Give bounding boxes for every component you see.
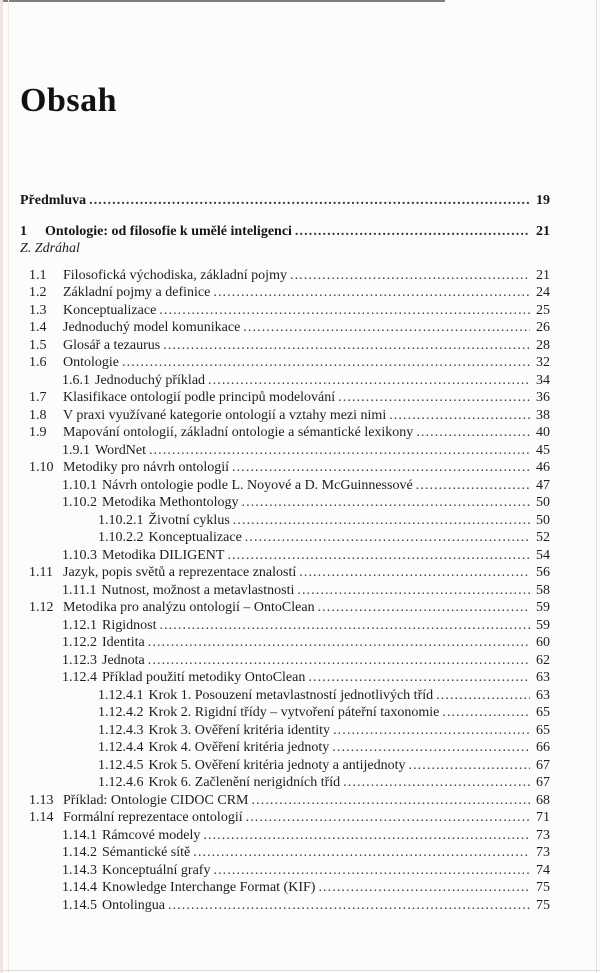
entry-title: Krok 6. Začlenění nerigidních tříd	[148, 775, 341, 790]
dotted-leader	[442, 704, 530, 722]
dotted-leader	[227, 547, 530, 565]
toc-entry	[20, 844, 550, 862]
entry-number: 1.12.4.4	[98, 740, 144, 755]
toc-entry	[20, 267, 550, 285]
dotted-leader	[89, 192, 530, 210]
toc-entry	[20, 704, 550, 722]
dotted-leader	[416, 424, 530, 442]
toc-entry	[20, 582, 550, 600]
dotted-leader	[159, 617, 530, 635]
dotted-leader	[232, 459, 530, 477]
toc-entry	[20, 547, 550, 565]
entry-title: Ontologie	[63, 355, 119, 370]
toc-entry	[20, 459, 550, 477]
entry-title: Rigidnost	[102, 617, 157, 633]
entry-number: 1.7	[29, 390, 47, 405]
chapter-title: Ontologie: od filosofie k umělé inteligenci	[45, 223, 292, 239]
entry-title: Konceptualizace	[63, 302, 157, 318]
page-number: 75	[536, 880, 550, 895]
dotted-leader	[299, 564, 530, 582]
toc-chapter-row	[20, 223, 550, 241]
page-number: 67	[536, 775, 550, 790]
dotted-leader	[308, 669, 530, 687]
dotted-leader	[203, 827, 530, 845]
entry-number: 1.12.4.6	[98, 775, 144, 790]
dotted-leader	[318, 599, 530, 617]
entry-number: 1.14	[29, 810, 54, 825]
entry-title: Konceptuální grafy	[102, 862, 211, 878]
entry-number: 1.5	[29, 337, 47, 353]
toc-entry	[20, 319, 550, 337]
dotted-leader	[208, 372, 530, 390]
dotted-leader	[159, 302, 530, 320]
entry-title: Rámcové modely	[102, 827, 201, 843]
page-number: 59	[536, 600, 550, 615]
dotted-leader	[245, 529, 530, 547]
page-number: 46	[536, 460, 550, 475]
page-number: 26	[536, 320, 550, 335]
page-number: 60	[536, 635, 550, 650]
entry-title: Krok 4. Ověření kritéria jednoty	[148, 740, 330, 755]
entry-title: Konceptualizace	[148, 530, 242, 545]
toc-entry	[20, 599, 550, 617]
page-number: 45	[536, 442, 550, 458]
dotted-leader	[246, 809, 530, 827]
page-number: 58	[536, 582, 550, 598]
toc-entry	[20, 897, 550, 915]
toc-entry	[20, 372, 550, 390]
dotted-leader	[389, 407, 530, 425]
toc-entries	[20, 267, 550, 915]
page-number: 56	[536, 565, 550, 580]
entry-number: 1.12.3	[62, 652, 97, 668]
entry-number: 1.11	[29, 565, 53, 580]
entry-number: 1.10.1	[62, 477, 97, 493]
dotted-leader	[290, 267, 530, 285]
page-number: 73	[536, 845, 550, 860]
page-title: Obsah	[20, 82, 117, 119]
entry-title: Příklad použití metodiky OntoClean	[102, 670, 306, 685]
entry-number: 1.6.1	[62, 372, 90, 388]
page-number: 73	[536, 827, 550, 843]
entry-number: 1.14.4	[62, 880, 97, 895]
toc-entry	[20, 284, 550, 302]
entry-title: Klasifikace ontologií podle principů modelování	[63, 390, 336, 405]
entry-number: 1.12.4	[62, 670, 97, 685]
toc-entry	[20, 669, 550, 687]
toc-entry	[20, 512, 550, 530]
dotted-leader	[233, 512, 530, 530]
dotted-leader	[252, 792, 530, 810]
entry-number: 1.14.5	[62, 897, 97, 913]
dotted-leader	[242, 494, 531, 512]
entry-title: WordNet	[95, 442, 146, 458]
entry-title: Jednoduchý model komunikace	[63, 320, 241, 335]
entry-number: 1.14.1	[62, 827, 97, 843]
entry-title: Krok 1. Posouzení metavlastností jednotlivých tříd	[148, 687, 434, 703]
page-number: 19	[536, 193, 550, 208]
entry-title: Základní pojmy a definice	[63, 285, 211, 300]
toc-entry	[20, 792, 550, 810]
page-number: 47	[536, 477, 550, 493]
entry-number: 1.10.2.2	[98, 530, 144, 545]
dotted-leader	[297, 582, 530, 600]
scan-edge-bottom	[0, 970, 600, 971]
scan-edge-top	[0, 0, 445, 2]
toc-entry	[20, 809, 550, 827]
toc-entry	[20, 354, 550, 372]
entry-number: 1.12.4.1	[98, 687, 144, 703]
page-number: 21	[536, 223, 550, 239]
page-number: 66	[536, 740, 550, 755]
dotted-leader	[122, 354, 530, 372]
toc-entry	[20, 564, 550, 582]
page-number: 32	[536, 355, 550, 370]
page-number: 40	[536, 425, 550, 440]
entry-title: Návrh ontologie podle L. Noyové a D. McGuinnessové	[102, 477, 413, 493]
dotted-leader	[213, 284, 530, 302]
entry-title: Jednota	[102, 652, 145, 668]
dotted-leader	[163, 337, 530, 355]
entry-title: Mapování ontologií, základní ontologie a sémantické lexikony	[63, 425, 414, 440]
entry-title: Krok 5. Ověření kritéria jednoty a antijednoty	[148, 757, 406, 773]
entry-number: 1.12.1	[62, 617, 97, 633]
page-number: 75	[536, 897, 550, 913]
page-number: 21	[536, 267, 550, 283]
page-number: 50	[536, 512, 550, 528]
entry-title: Glosář a tezaurus	[63, 337, 161, 353]
entry-number: 1.9.1	[62, 442, 90, 458]
dotted-leader	[213, 862, 530, 880]
entry-title: Jednoduchý příklad	[95, 372, 206, 388]
page-number: 62	[536, 652, 550, 668]
entry-title: Příklad: Ontologie CIDOC CRM	[63, 792, 249, 808]
entry-number: 1.12.4.2	[98, 705, 144, 720]
entry-number: 1.1	[29, 267, 47, 283]
entry-title: Identita	[102, 635, 145, 650]
entry-title: V praxi využívané kategorie ontologií a vztahy mezi nimi	[63, 407, 387, 423]
entry-number: 1.3	[29, 302, 47, 318]
entry-number: 1.2	[29, 285, 47, 300]
toc-entry	[20, 687, 550, 705]
toc-entry	[20, 302, 550, 320]
toc-entry	[20, 722, 550, 740]
toc-entry	[20, 477, 550, 495]
toc-entry	[20, 617, 550, 635]
toc-entry	[20, 494, 550, 512]
page-number: 68	[536, 792, 550, 808]
entry-title: Životní cyklus	[148, 512, 230, 528]
entry-number: 1.8	[29, 407, 47, 423]
entry-title: Knowledge Interchange Format (KIF)	[102, 880, 316, 895]
toc-entry	[20, 424, 550, 442]
toc-entry	[20, 862, 550, 880]
entry-number: 1.4	[29, 320, 47, 335]
toc-entry	[20, 634, 550, 652]
entry-number: 1.10.2.1	[98, 512, 144, 528]
toc-entry	[20, 652, 550, 670]
entry-title: Ontolingua	[102, 897, 165, 913]
scan-edge-left	[0, 0, 3, 973]
page-number: 74	[536, 862, 550, 878]
entry-number: 1.12	[29, 600, 54, 615]
page-number: 59	[536, 617, 550, 633]
entry-number: 1.14.2	[62, 845, 97, 860]
toc-entry	[20, 337, 550, 355]
entry-number: 1.12.2	[62, 635, 97, 650]
dotted-leader	[343, 774, 530, 792]
page-number: 28	[536, 337, 550, 353]
entry-number: 1.10.3	[62, 547, 97, 563]
entry-number: 1.12.4.3	[98, 722, 144, 738]
page-number: 67	[536, 757, 550, 773]
entry-title: Metodika DILIGENT	[102, 547, 225, 563]
entry-title: Metodika pro analýzu ontologií – OntoClean	[63, 600, 315, 615]
entry-number: 1.10	[29, 460, 54, 475]
dotted-leader	[416, 477, 530, 495]
entry-number: 1.13	[29, 792, 54, 808]
entry-title: Metodiky pro návrh ontologií	[63, 460, 230, 475]
chapter-author: Z. Zdráhal	[20, 241, 80, 256]
page-number: 65	[536, 722, 550, 738]
page-number: 50	[536, 495, 550, 510]
preface-title: Předmluva	[20, 193, 87, 208]
scan-edge-left-inner	[8, 0, 9, 973]
entry-title: Metodika Methontology	[102, 495, 239, 510]
entry-title: Formální reprezentace ontologií	[63, 810, 243, 825]
entry-number: 1.14.3	[62, 862, 97, 878]
toc-entry	[20, 757, 550, 775]
page-number: 63	[536, 687, 550, 703]
toc-entry	[20, 879, 550, 897]
chapter-number: 1	[20, 223, 27, 239]
dotted-leader	[148, 634, 530, 652]
entry-title: Jazyk, popis světů a reprezentace znalostí	[63, 565, 297, 580]
page-number: 25	[536, 302, 550, 318]
page-number: 24	[536, 285, 550, 300]
entry-title: Sémantické sítě	[102, 845, 191, 860]
page-number: 52	[536, 530, 550, 545]
entry-number: 1.11.1	[62, 582, 97, 598]
dotted-leader	[149, 442, 530, 460]
entry-number: 1.6	[29, 355, 47, 370]
page-number: 34	[536, 372, 550, 388]
dotted-leader	[333, 722, 530, 740]
dotted-leader	[243, 319, 530, 337]
page-number: 65	[536, 705, 550, 720]
page-number: 54	[536, 547, 550, 563]
dotted-leader	[168, 897, 530, 915]
table-of-contents	[20, 192, 550, 914]
toc-entry	[20, 389, 550, 407]
dotted-leader	[338, 389, 530, 407]
dotted-leader	[436, 687, 530, 705]
toc-entry	[20, 407, 550, 425]
entry-number: 1.12.4.5	[98, 757, 144, 773]
entry-title: Nutnost, možnost a metavlastnosti	[101, 582, 295, 598]
toc-entry	[20, 529, 550, 547]
entry-number: 1.10.2	[62, 495, 97, 510]
dotted-leader	[408, 757, 530, 775]
dotted-leader	[332, 739, 530, 757]
scan-edge-right	[596, 0, 597, 973]
toc-preface-row	[20, 192, 550, 210]
toc-entry	[20, 442, 550, 460]
entry-number: 1.9	[29, 425, 47, 440]
entry-title: Filosofická východiska, základní pojmy	[63, 267, 287, 283]
dotted-leader	[193, 844, 530, 862]
dotted-leader	[148, 652, 530, 670]
entry-title: Krok 3. Ověření kritéria identity	[148, 722, 331, 738]
toc-entry	[20, 739, 550, 757]
dotted-leader	[318, 879, 530, 897]
page-number: 38	[536, 407, 550, 423]
dotted-leader	[295, 223, 530, 241]
toc-entry	[20, 774, 550, 792]
entry-title: Krok 2. Rigidní třídy – vytvoření páteřní taxonomie	[148, 705, 440, 720]
toc-entry	[20, 827, 550, 845]
page-number: 36	[536, 390, 550, 405]
page-number: 71	[536, 810, 550, 825]
page-number: 63	[536, 670, 550, 685]
